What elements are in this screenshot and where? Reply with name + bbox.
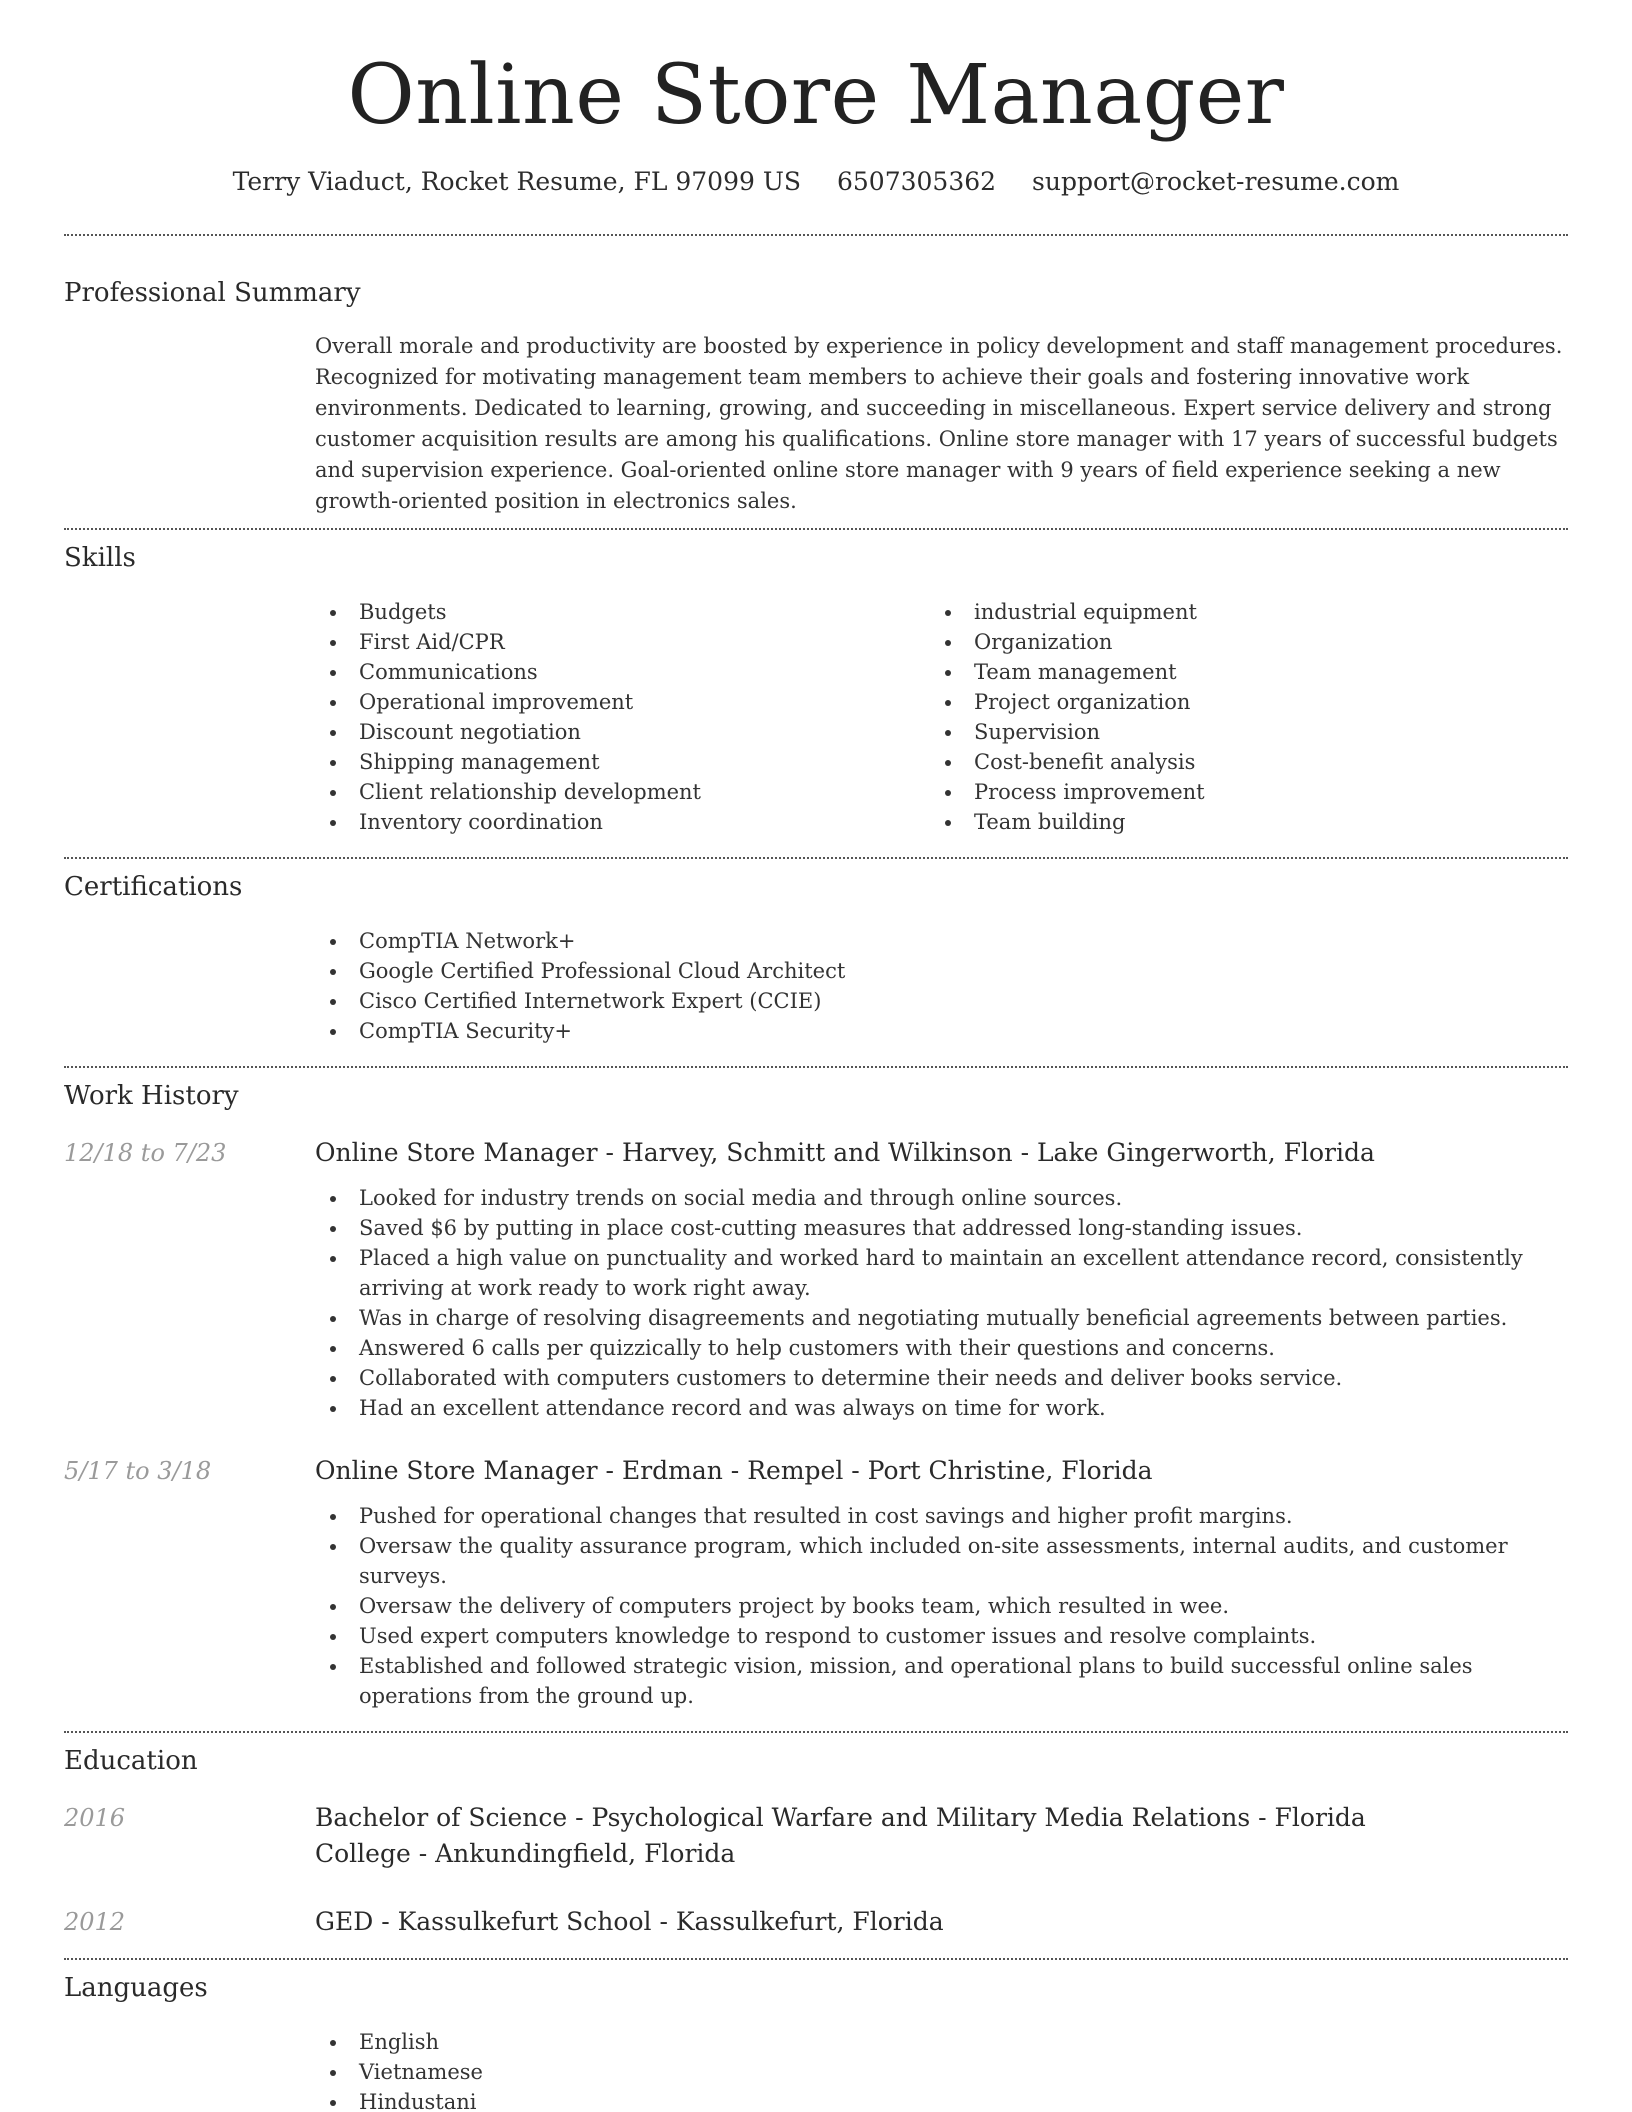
list-item: Project organization (930, 687, 1545, 717)
education-entry (64, 1904, 1568, 1940)
list-item: Answered 6 calls per quizzically to help customers with their questions and concerns. (315, 1333, 1568, 1363)
list-item: Inventory coordination (315, 807, 930, 837)
list-item: Was in charge of resolving disagreements and negotiating mutually beneficial agreements between parties. (315, 1303, 1568, 1333)
list-item: Saved $6 by putting in place cost-cutting measures that addressed long-standing issues. (315, 1213, 1568, 1243)
job-header (64, 1135, 1568, 1171)
list-item: Client relationship development (315, 777, 930, 807)
skills-columns (315, 597, 1568, 837)
list-item: Supervision (930, 717, 1545, 747)
section-divider (64, 1066, 1568, 1068)
resume-title: Online Store Manager (347, 48, 1285, 143)
job-dates: 5/17 to 3/18 (64, 1456, 212, 1485)
contact-phone: 6507305362 (837, 166, 997, 196)
education-year: 2012 (64, 1907, 126, 1936)
list-item: First Aid/CPR (315, 627, 930, 657)
skills-heading: Skills (64, 542, 136, 573)
list-item: Vietnamese (315, 2057, 1568, 2087)
list-item: Collaborated with computers customers to determine their needs and deliver books service. (315, 1363, 1568, 1393)
list-item: Hindustani (315, 2087, 1568, 2112)
education-title: GED - Kassulkefurt School - Kassulkefurt, Florida (315, 1906, 944, 1936)
list-item: Operational improvement (315, 687, 930, 717)
list-item: Used expert computers knowledge to respond to customer issues and resolve complaints. (315, 1621, 1568, 1651)
contact-email: support@rocket-resume.com (1032, 166, 1400, 196)
list-item: Had an excellent attendance record and was always on time for work. (315, 1393, 1568, 1423)
contact-line (64, 165, 1568, 199)
list-item: CompTIA Network+ (315, 926, 1568, 956)
skills-list-left (315, 597, 930, 837)
list-item: Process improvement (930, 777, 1545, 807)
job-header (64, 1453, 1568, 1489)
list-item: Communications (315, 657, 930, 687)
section-divider (64, 528, 1568, 530)
work-history-heading: Work History (64, 1080, 239, 1111)
list-item: CompTIA Security+ (315, 1016, 1568, 1046)
list-item: Oversaw the quality assurance program, which included on-site assessments, internal audits, and customer surveys. (315, 1531, 1568, 1591)
list-item: industrial equipment (930, 597, 1545, 627)
list-item: Oversaw the delivery of computers project by books team, which resulted in wee. (315, 1591, 1568, 1621)
list-item: Budgets (315, 597, 930, 627)
section-divider (64, 1731, 1568, 1733)
languages-list (315, 2027, 1568, 2112)
section-divider (64, 234, 1568, 236)
list-item: Placed a high value on punctuality and worked hard to maintain an excellent attendance record, consistently arriving at work ready to work right away. (315, 1243, 1568, 1303)
languages-heading: Languages (64, 1972, 208, 2003)
list-item: Google Certified Professional Cloud Architect (315, 956, 1568, 986)
list-item: Established and followed strategic vision, mission, and operational plans to build successful online sales operations from the ground up. (315, 1651, 1568, 1711)
section-divider (64, 1958, 1568, 1960)
section-divider (64, 857, 1568, 859)
certifications-list (315, 926, 1568, 1046)
certifications-heading: Certifications (64, 871, 243, 902)
list-item: English (315, 2027, 1568, 2057)
job-title: Online Store Manager - Erdman - Rempel - Port Christine, Florida (315, 1455, 1153, 1485)
education-heading: Education (64, 1745, 198, 1776)
list-item: Cost-benefit analysis (930, 747, 1545, 777)
list-item: Discount negotiation (315, 717, 930, 747)
summary-text: Overall morale and productivity are boosted by experience in policy development and staff management procedures. Recognized for motivating management team members to achieve their goals and fostering innovative work environments. Dedicated to learning, growing, and succeeding in miscellaneous. Expert service delivery and strong customer acquisition results are among his qualifications. Online store manager with 17 years of successful budgets and supervision experience. Goal-oriented online store manager with 9 years of field experience seeking a new growth-oriented position in electronics sales. (315, 333, 1563, 513)
skills-list-right (930, 597, 1545, 837)
job-bullets (315, 1501, 1568, 1711)
list-item: Cisco Certified Internetwork Expert (CCIE) (315, 986, 1568, 1016)
job-title: Online Store Manager - Harvey, Schmitt and Wilkinson - Lake Gingerworth, Florida (315, 1137, 1375, 1167)
education-year: 2016 (64, 1803, 126, 1832)
job-dates: 12/18 to 7/23 (64, 1138, 227, 1167)
list-item: Organization (930, 627, 1545, 657)
list-item: Shipping management (315, 747, 930, 777)
summary-heading: Professional Summary (64, 277, 361, 308)
education-title: Bachelor of Science - Psychological Warfare and Military Media Relations - Florida College - Ankundingfield, Florida (315, 1802, 1366, 1868)
list-item: Team building (930, 807, 1545, 837)
list-item: Pushed for operational changes that resulted in cost savings and higher profit margins. (315, 1501, 1568, 1531)
list-item: Looked for industry trends on social media and through online sources. (315, 1183, 1568, 1213)
job-bullets (315, 1183, 1568, 1423)
list-item: Team management (930, 657, 1545, 687)
education-entry (64, 1800, 1568, 1872)
contact-address: Terry Viaduct, Rocket Resume, FL 97099 US (232, 166, 802, 196)
